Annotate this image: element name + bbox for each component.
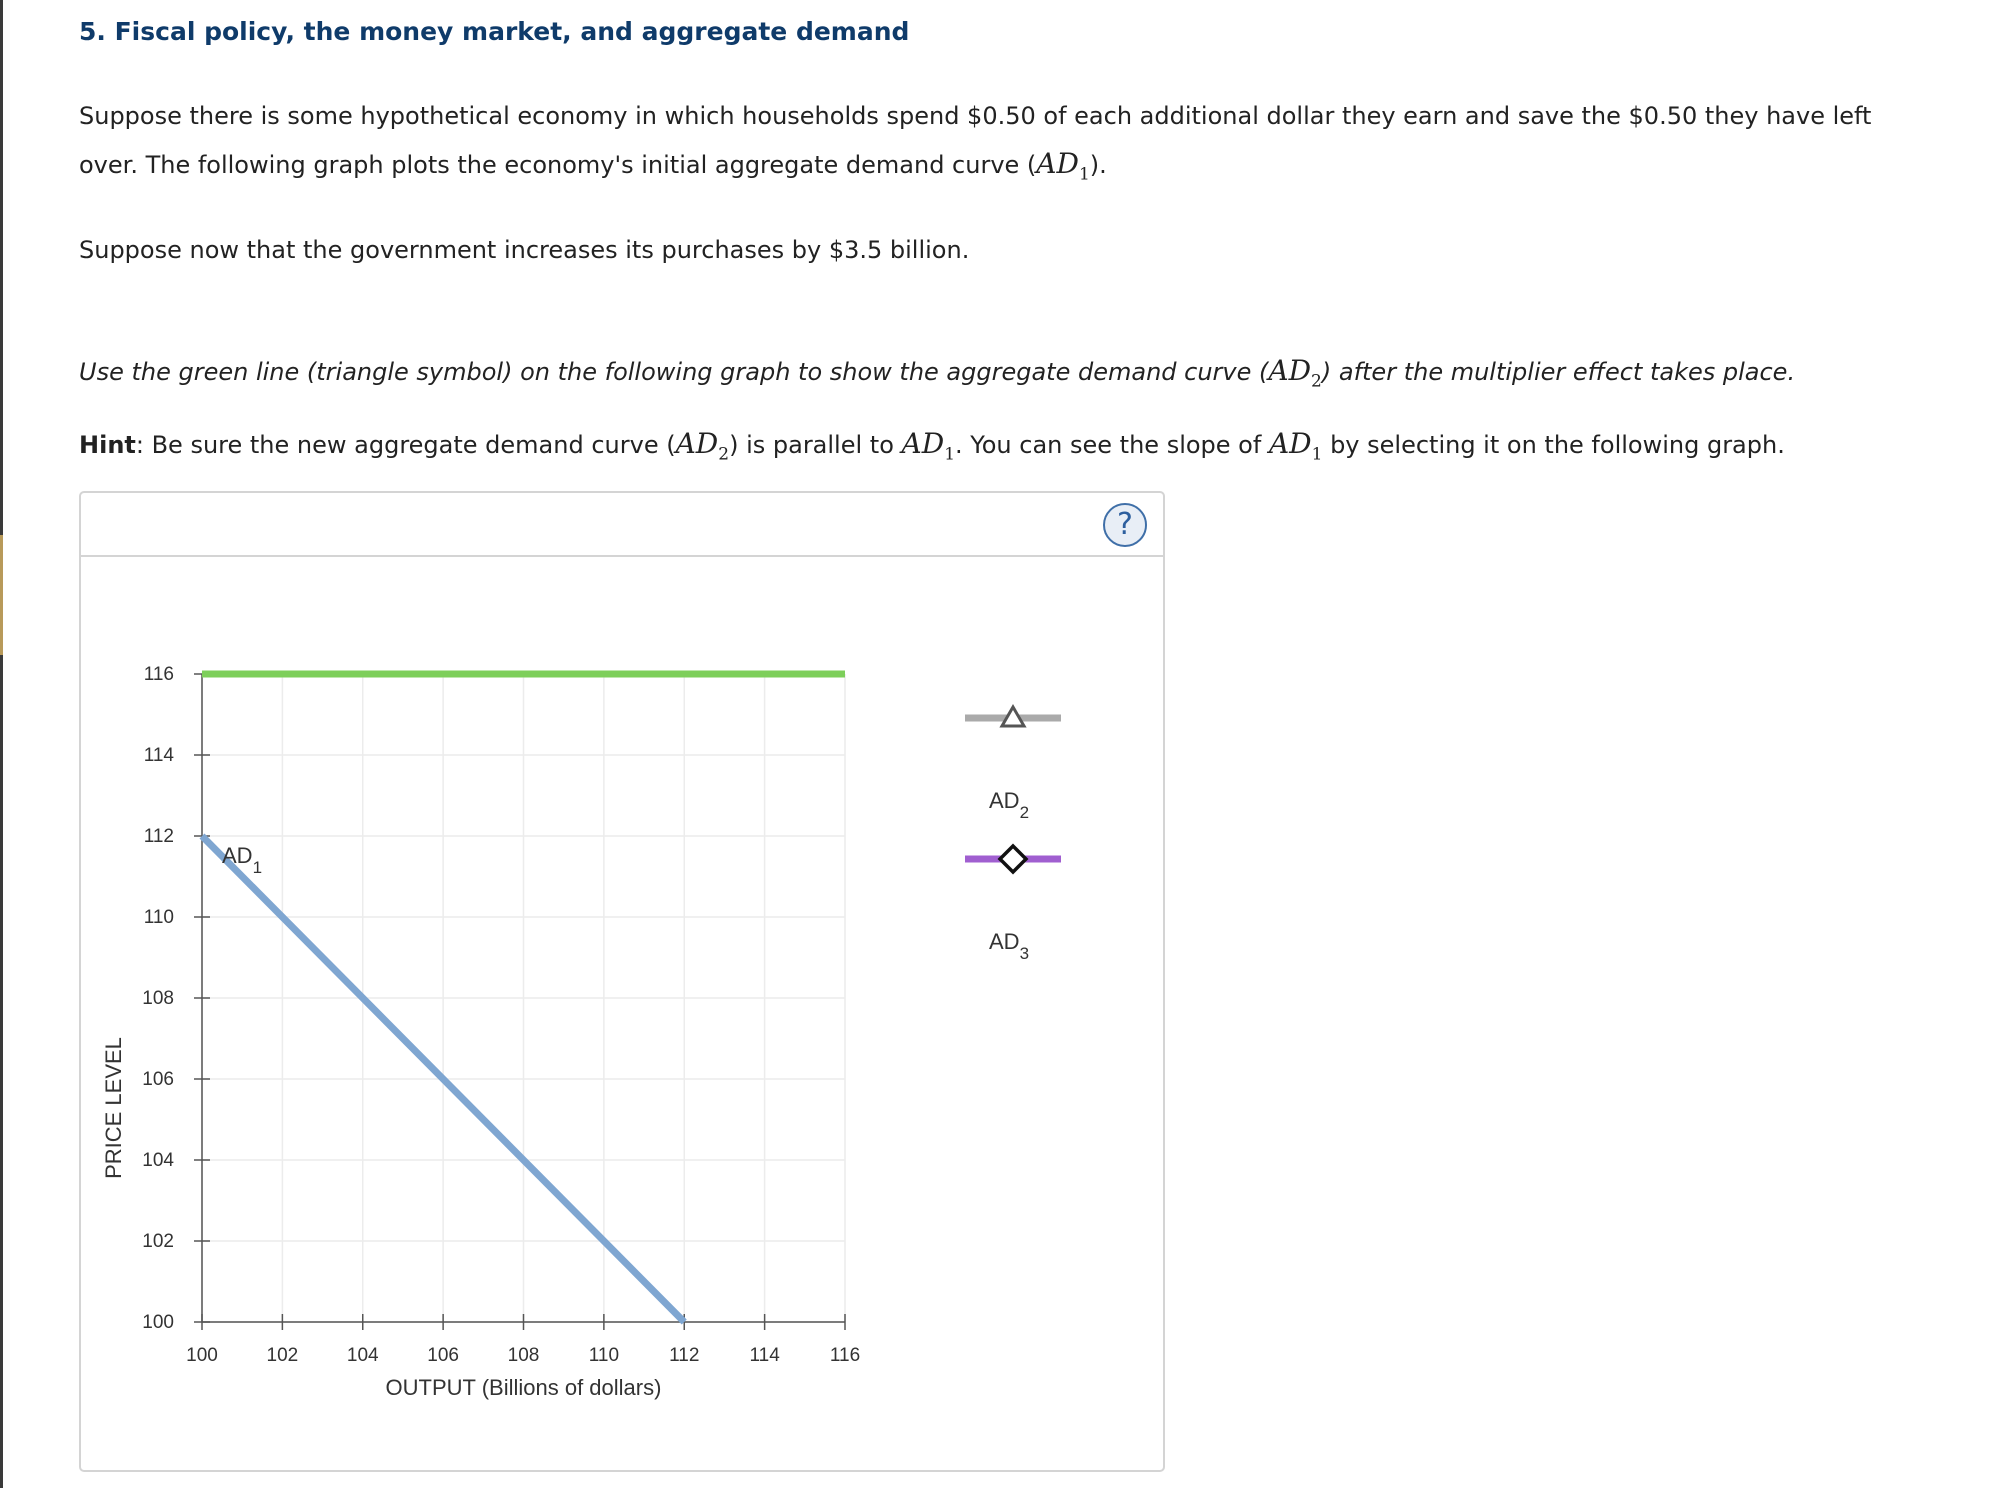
math-ad2: $AD_2$: [1268, 354, 1322, 392]
palette-tool-ad2[interactable]: [965, 707, 1061, 822]
math-ad1: $AD_1$: [1036, 147, 1090, 185]
paragraph-1-line-2: [79, 140, 1107, 199]
x-tick-label-104: 104: [346, 1345, 379, 1366]
graph-panel: [79, 491, 1165, 1472]
x-tick-label-116: 116: [829, 1345, 861, 1366]
math-ad1-hint-a: $AD_1$: [901, 427, 956, 465]
x-tick-label-110: 110: [588, 1345, 620, 1366]
x-tick-label-102: 102: [266, 1345, 299, 1366]
y-tick-label-116: 116: [143, 664, 174, 685]
axes-layer: [101, 664, 860, 1400]
aggregate-demand-chart[interactable]: [81, 493, 1163, 1470]
x-tick-label-114: 114: [749, 1345, 780, 1366]
palette-label-ad2: $AD_2$: [989, 788, 1030, 822]
hint-text: Hint: Be sure the new aggregate demand curve $(AD_2)$ is parallel to $AD_1$. You can see the slope of $AD_1$ by selecting it on the following graph.: [79, 427, 1785, 465]
diamond-icon[interactable]: [1000, 846, 1026, 872]
y-tick-label-114: 114: [143, 745, 174, 766]
x-tick-label-100: 100: [186, 1345, 218, 1366]
x-tick-label-108: 108: [507, 1345, 540, 1366]
paragraph-2: Suppose now that the government increases its purchases by $3.5 billion.: [79, 236, 970, 264]
instruction-text: Use the green line (triangle symbol) on the following graph to show the aggregate demand curve $(AD_2)$ after the multiplier effect takes place.: [79, 354, 1796, 392]
palette-label-ad3: $AD_3$: [989, 929, 1030, 963]
paragraph-1-line-2-prefix: over. The following graph plots the economy's initial aggregate demand curve (: [79, 151, 1037, 179]
hint-label: Hint: [79, 431, 136, 459]
x-tick-label-112: 112: [669, 1345, 700, 1366]
math-ad2-hint: $AD_2$: [675, 427, 730, 465]
left-window-edge: [0, 0, 3, 1488]
y-tick-label-100: 100: [142, 1312, 174, 1333]
x-tick-label-106: 106: [427, 1345, 459, 1366]
help-icon[interactable]: ?: [1103, 503, 1147, 547]
math-ad1-hint-b: $AD_1$: [1268, 427, 1323, 465]
y-tick-label-104: 104: [142, 1150, 174, 1171]
left-window-edge-accent: [0, 535, 3, 655]
grid-layer: [202, 674, 845, 1322]
palette-tool-ad3[interactable]: [965, 846, 1061, 963]
curve-palette[interactable]: [965, 707, 1061, 963]
question-title: 5. Fiscal policy, the money market, and aggregate demand: [79, 17, 910, 46]
y-tick-label-110: 110: [143, 907, 174, 928]
y-tick-label-108: 108: [142, 988, 174, 1009]
y-tick-label-102: 102: [142, 1231, 174, 1252]
paragraph-1-line-1: Suppose there is some hypothetical economy in which households spend $0.50 of each additional dollar they earn and save the $0.50 they have left: [79, 102, 1872, 130]
x-axis-title: OUTPUT (Billions of dollars): [385, 1375, 662, 1400]
y-tick-label-106: 106: [142, 1069, 174, 1090]
paragraph-1-line-2-suffix: ).: [1089, 151, 1107, 179]
curve-label-ad1: $AD_1$: [222, 843, 263, 877]
y-axis-title: PRICE LEVEL: [101, 1037, 126, 1179]
y-tick-label-112: 112: [143, 826, 174, 847]
